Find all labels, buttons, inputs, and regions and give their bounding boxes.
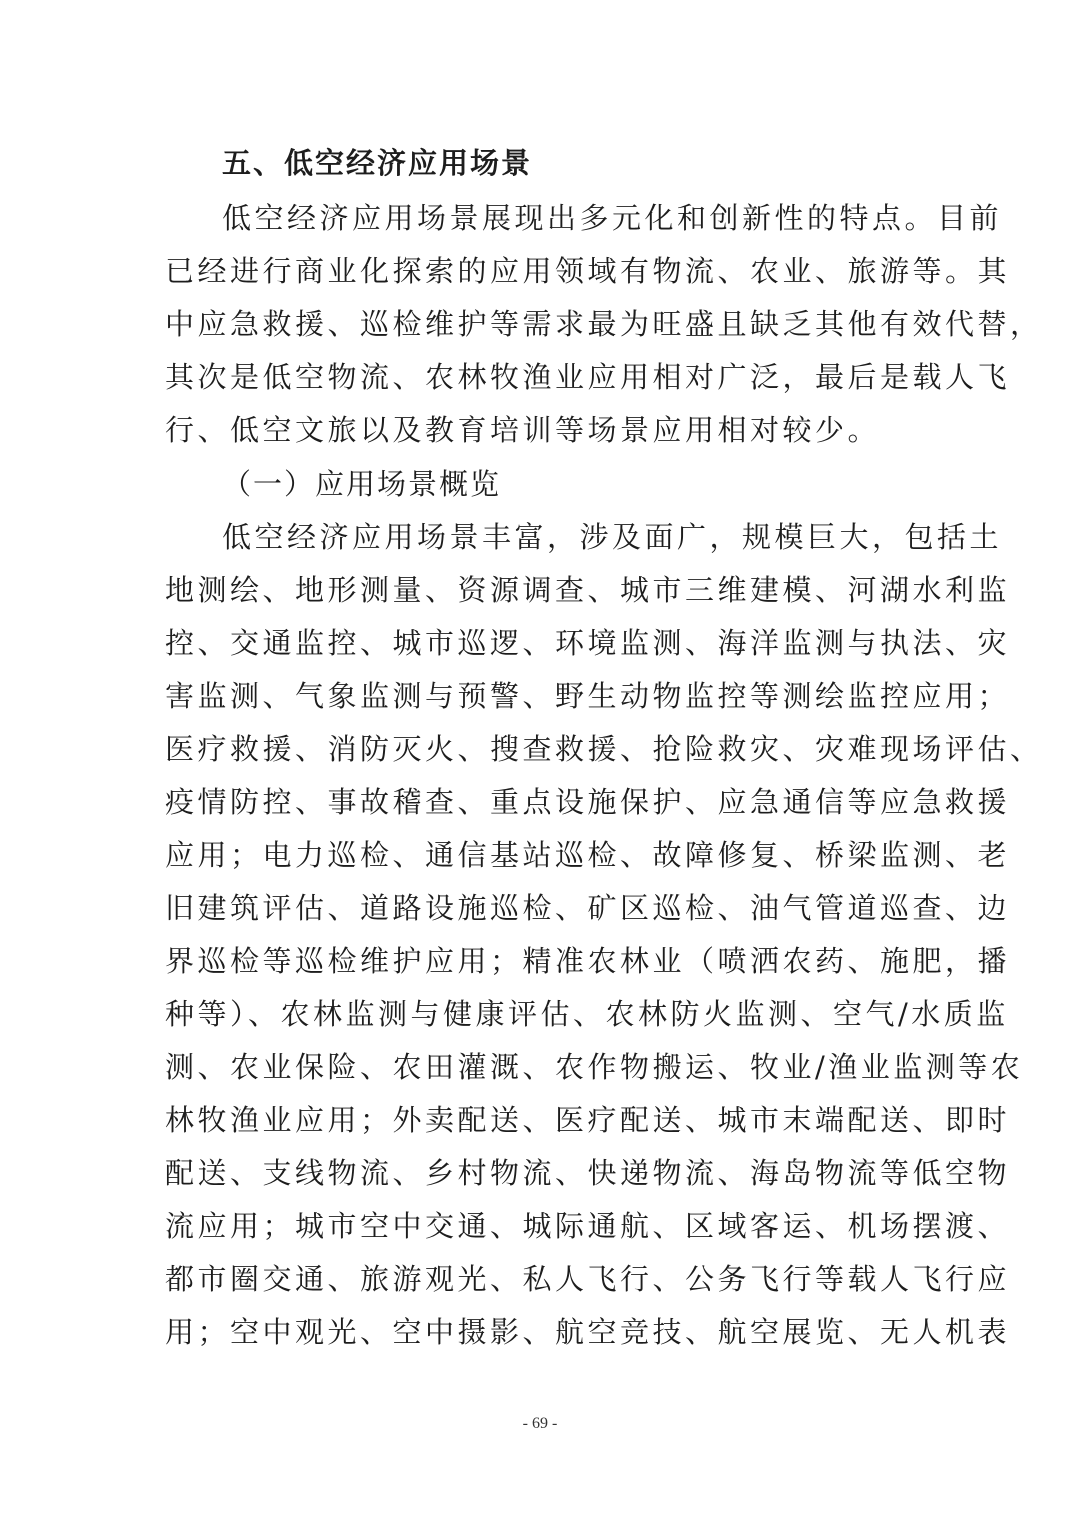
intro-line: 中应急救援、巡检维护等需求最为旺盛且缺乏其他有效代替， [165,307,1043,341]
overview-line: 控、交通监控、城市巡逻、环境监测、海洋监测与执法、灾 [165,626,1011,660]
overview-line: 低空经济应用场景丰富，涉及面广，规模巨大，包括土 [222,520,1003,554]
overview-line: 林牧渔业应用；外卖配送、医疗配送、城市末端配送、即时 [165,1103,1011,1137]
overview-line: 测、农业保险、农田灌溉、农作物搬运、牧业/渔业监测等农 [165,1050,1024,1084]
intro-line: 行、低空文旅以及教育培训等场景应用相对较少。 [165,413,881,447]
page-number: - 69 - [522,1415,558,1432]
overview-line: 医疗救援、消防灭火、搜查救援、抢险救灾、灾难现场评估、 [165,732,1043,766]
overview-line: 旧建筑评估、道路设施巡检、矿区巡检、油气管道巡查、边 [165,891,1011,925]
overview-line: 都市圈交通、旅游观光、私人飞行、公务飞行等载人飞行应 [165,1262,1011,1296]
overview-line: 配送、支线物流、乡村物流、快递物流、海岛物流等低空物 [165,1156,1011,1190]
intro-line: 其次是低空物流、农林牧渔业应用相对广泛，最后是载人飞 [165,360,1011,394]
overview-line: 流应用；城市空中交通、城际通航、区域客运、机场摆渡、 [165,1209,1011,1243]
overview-line: 疫情防控、事故稽查、重点设施保护、应急通信等应急救援 [165,785,1011,819]
intro-line: 已经进行商业化探索的应用领域有物流、农业、旅游等。其 [165,254,1011,288]
overview-line: 应用；电力巡检、通信基站巡检、故障修复、桥梁监测、老 [165,838,1011,872]
intro-line: 低空经济应用场景展现出多元化和创新性的特点。目前 [222,201,1003,235]
section-heading: 五、低空经济应用场景 [222,146,533,180]
overview-line: 用；空中观光、空中摄影、航空竞技、航空展览、无人机表 [165,1315,1011,1349]
overview-line: 地测绘、地形测量、资源调查、城市三维建模、河湖水利监 [165,573,1011,607]
subsection-heading: （一）应用场景概览 [222,467,502,501]
overview-line: 种等）、农林监测与健康评估、农林防火监测、空气/水质监 [165,997,1009,1031]
overview-line: 害监测、气象监测与预警、野生动物监控等测绘监控应用； [165,679,1011,713]
overview-line: 界巡检等巡检维护应用；精准农林业（喷洒农药、施肥，播 [165,944,1011,978]
